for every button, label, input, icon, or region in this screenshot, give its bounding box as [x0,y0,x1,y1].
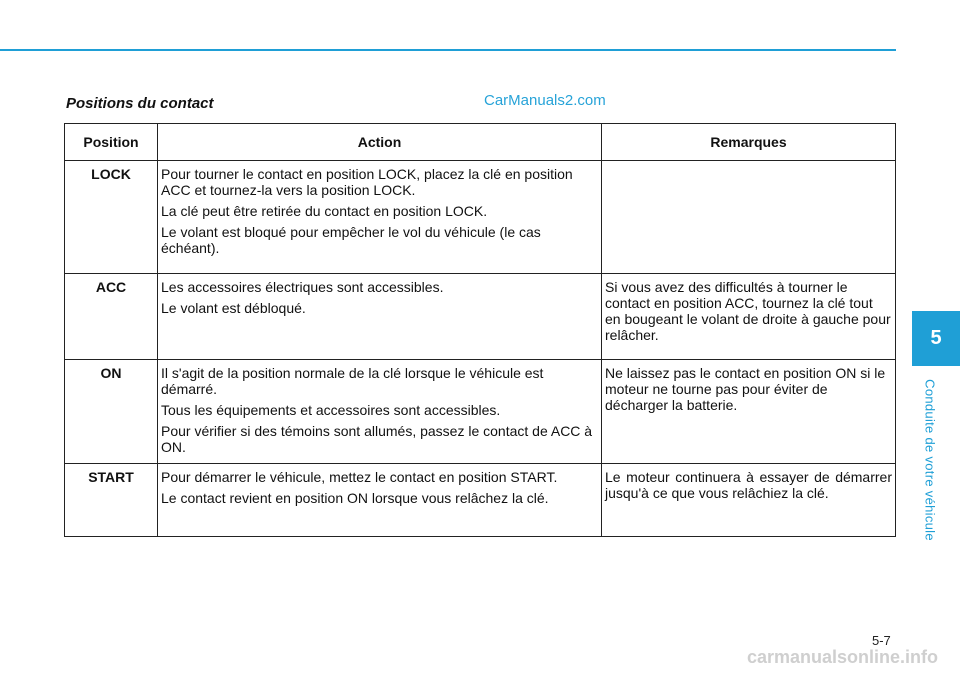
position-cell: ACC [65,274,158,360]
action-cell [158,274,602,360]
table-row [65,360,896,464]
action-line: Le volant est débloqué. [161,300,306,316]
table-header-row [65,124,896,161]
column-header-position: Position [65,124,158,161]
action-cell [158,464,602,537]
action-line: Le contact revient en position ON lorsque vous relâchez la clé. [161,490,549,506]
action-cell [158,360,602,464]
column-header-remarks: Remarques [602,124,896,161]
chapter-label: Conduite de votre véhicule [922,379,938,541]
watermark-top: CarManuals2.com [484,92,606,109]
remarks-cell [602,161,896,274]
action-line: Pour démarrer le véhicule, mettez le contact en position START. [161,469,558,485]
remarks-cell: Ne laissez pas le contact en position ON si le moteur ne tourne pas pour éviter de décharger la batterie. [602,360,896,464]
watermark-bottom: carmanualsonline.info [746,647,938,667]
action-line: La clé peut être retirée du contact en position LOCK. [161,203,488,219]
position-cell: LOCK [65,161,158,274]
table-row [65,464,896,537]
action-cell [158,161,602,274]
column-header-action: Action [158,124,602,161]
section-title: Positions du contact [66,95,214,112]
action-line: Il s'agit de la position normale de la clé lorsque le véhicule est démarré. [161,365,544,397]
position-cell: ON [65,360,158,464]
remarks-cell: Si vous avez des difficultés à tourner le contact en position ACC, tournez la clé tout en bougeant le volant de droite à gauche pour relâcher. [602,274,896,360]
action-line: Pour vérifier si des témoins sont allumés, passez le contact de ACC à ON. [161,423,593,455]
chapter-tab [912,311,960,366]
action-line: Pour tourner le contact en position LOCK, placez la clé en position ACC et tournez-la vers la position LOCK. [161,166,573,198]
table-row [65,161,896,274]
page-number: 5-7 [872,633,891,648]
remarks-cell: Le moteur continuera à essayer de démarrer jusqu'à ce que vous relâchiez la clé. [602,464,896,537]
table-row [65,274,896,360]
chapter-number: 5 [930,327,942,349]
action-line: Tous les équipements et accessoires sont accessibles. [161,402,501,418]
action-line: Les accessoires électriques sont accessibles. [161,279,444,295]
ignition-positions-table [64,123,896,537]
position-cell: START [65,464,158,537]
action-line: Le volant est bloqué pour empêcher le vol du véhicule (le cas échéant). [161,224,541,256]
header-rule [0,49,896,51]
